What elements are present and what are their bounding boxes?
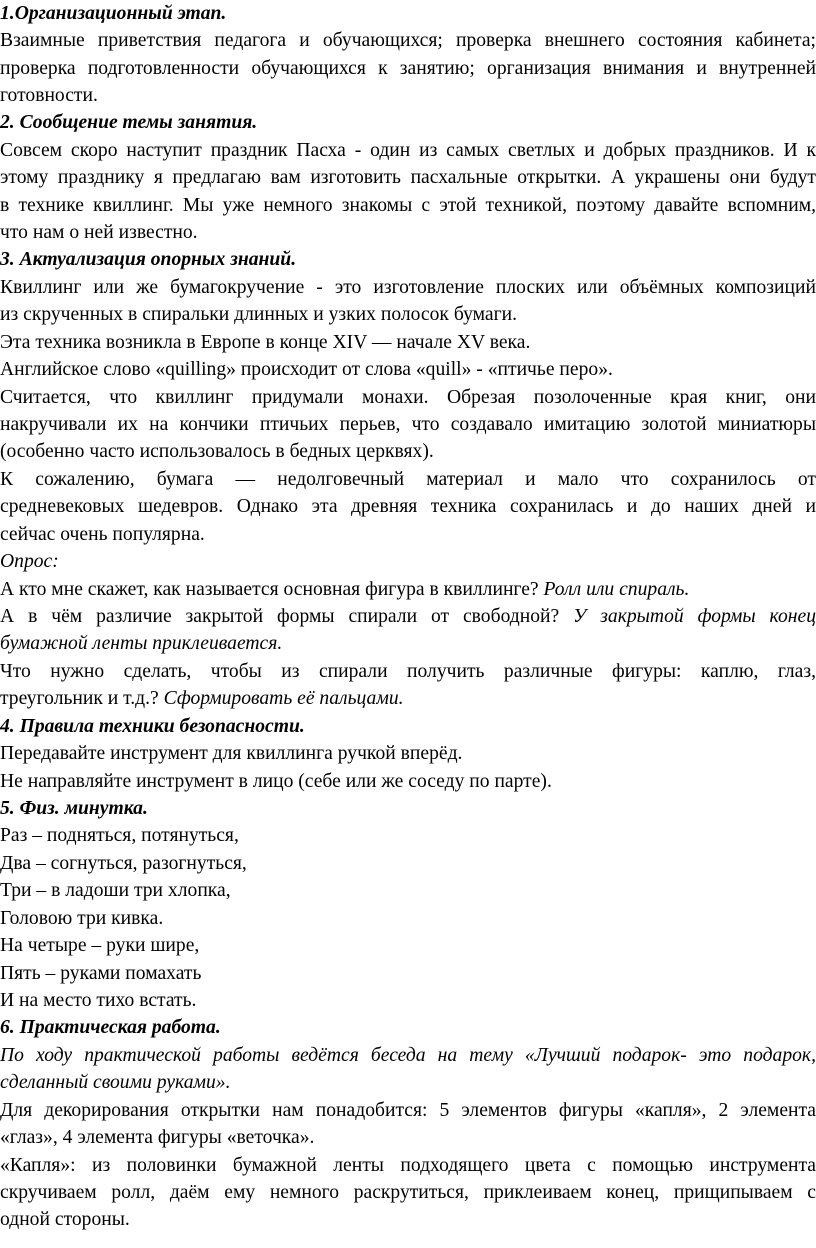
heading-safety-rules: 4. Правила техники безопасности. bbox=[0, 716, 305, 737]
answer-text: У закрытой формы конец bbox=[573, 606, 816, 627]
answer-text: Ролл или спираль. bbox=[543, 579, 690, 600]
paragraph-line: Совсем скоро наступит праздник Пасха - один из самых светлых и добрых праздников. И к bbox=[0, 140, 816, 161]
heading-topic-message: 2. Сообщение темы занятия. bbox=[0, 112, 258, 133]
heading-knowledge-update: 3. Актуализация опорных знаний. bbox=[0, 249, 297, 270]
paragraph-line: скручиваем ролл, даём ему немного раскрутиться, приклеиваем конец, прищипываем с bbox=[0, 1182, 816, 1203]
paragraph-line: К сожалению, бумага — недолговечный материал и мало что сохранилось от bbox=[0, 469, 816, 490]
heading-practical-work: 6. Практическая работа. bbox=[0, 1017, 221, 1038]
paragraph-line: одной стороны. bbox=[0, 1209, 130, 1230]
paragraph-line: Для декорирования открытки нам понадобится: 5 элементов фигуры «капля», 2 элемента bbox=[0, 1100, 816, 1121]
paragraph-line: накручивали их на кончики птичьих перьев, что создавало имитацию золотой миниатюры bbox=[0, 414, 816, 435]
paragraph-line: «глаз», 4 элемента фигуры «веточка». bbox=[0, 1127, 315, 1148]
answer-text: Сформировать её пальцами. bbox=[163, 688, 404, 709]
paragraph-line: «Капля»: из половинки бумажной ленты подходящего цвета с помощью инструмента bbox=[0, 1155, 816, 1176]
question-line bbox=[0, 603, 816, 630]
paragraph-line: Передавайте инструмент для квиллинга ручкой вперёд. bbox=[0, 743, 463, 764]
paragraph-line: Квиллинг или же бумагокручение - это изготовление плоских или объёмных композиций bbox=[0, 277, 816, 298]
poem-line: Головою три кивка. bbox=[0, 908, 164, 929]
italic-paragraph-line: По ходу практической работы ведётся беседа на тему «Лучший подарок- это подарок, bbox=[0, 1045, 816, 1066]
question-text: А в чём различие закрытой формы спирали от свободной? bbox=[0, 606, 574, 627]
paragraph-line: что нам о ней известно. bbox=[0, 222, 198, 243]
question-text: А кто мне скажет, как называется основная фигура в квиллинге? bbox=[0, 579, 544, 600]
paragraph-line: Считается, что квиллинг придумали монахи. Обрезая позолоченные края книг, они bbox=[0, 387, 816, 408]
paragraph-line: этому празднику я предлагаю вам изготовить пасхальные открытки. А украшены они будут bbox=[0, 167, 816, 188]
heading-exercise-break: 5. Физ. минутка. bbox=[0, 798, 148, 819]
paragraph-line: (особенно часто использовалось в бедных церквях). bbox=[0, 441, 434, 462]
paragraph-line: сейчас очень популярна. bbox=[0, 524, 205, 545]
paragraph-line: готовности. bbox=[0, 85, 98, 106]
paragraph-line: в технике квиллинг. Мы уже немного знакомы с этой техникой, поэтому давайте вспомним, bbox=[0, 195, 816, 216]
heading-organizational-stage: 1.Организационный этап. bbox=[0, 3, 227, 24]
italic-paragraph-line: сделанный своими руками». bbox=[0, 1072, 231, 1093]
paragraph-line: средневековых шедевров. Однако эта древняя техника сохранилась и до наших дней и bbox=[0, 496, 816, 517]
paragraph-line: Не направляйте инструмент в лицо (себе или же соседу по парте). bbox=[0, 771, 552, 792]
paragraph-line: Взаимные приветствия педагога и обучающихся; проверка внешнего состояния кабинета; bbox=[0, 30, 816, 51]
survey-label: Опрос: bbox=[0, 551, 59, 572]
paragraph-line: Эта техника возникла в Европе в конце XIV — начале XV века. bbox=[0, 332, 531, 353]
poem-line: На четыре – руки шире, bbox=[0, 935, 200, 956]
question-line bbox=[0, 685, 816, 712]
question-line: Что нужно сделать, чтобы из спирали получить различные фигуры: каплю, глаз, bbox=[0, 661, 816, 682]
poem-line: Два – согнуться, разогнуться, bbox=[0, 853, 247, 874]
answer-line: бумажной ленты приклеивается. bbox=[0, 633, 283, 654]
poem-line: Раз – подняться, потянуться, bbox=[0, 825, 239, 846]
poem-line: Три – в ладоши три хлопка, bbox=[0, 880, 231, 901]
poem-line: И на место тихо встать. bbox=[0, 990, 197, 1011]
paragraph-line: Английское слово «quilling» происходит от слова «quill» - «птичье перо». bbox=[0, 359, 613, 380]
poem-line: Пять – руками помахать bbox=[0, 963, 202, 984]
paragraph-line: проверка подготовленности обучающихся к занятию; организация внимания и внутренней bbox=[0, 58, 816, 79]
paragraph-line: из скрученных в спиральки длинных и узких полосок бумаги. bbox=[0, 304, 517, 325]
question-text: треугольник и т.д.? bbox=[0, 688, 164, 709]
question-line bbox=[0, 576, 816, 603]
